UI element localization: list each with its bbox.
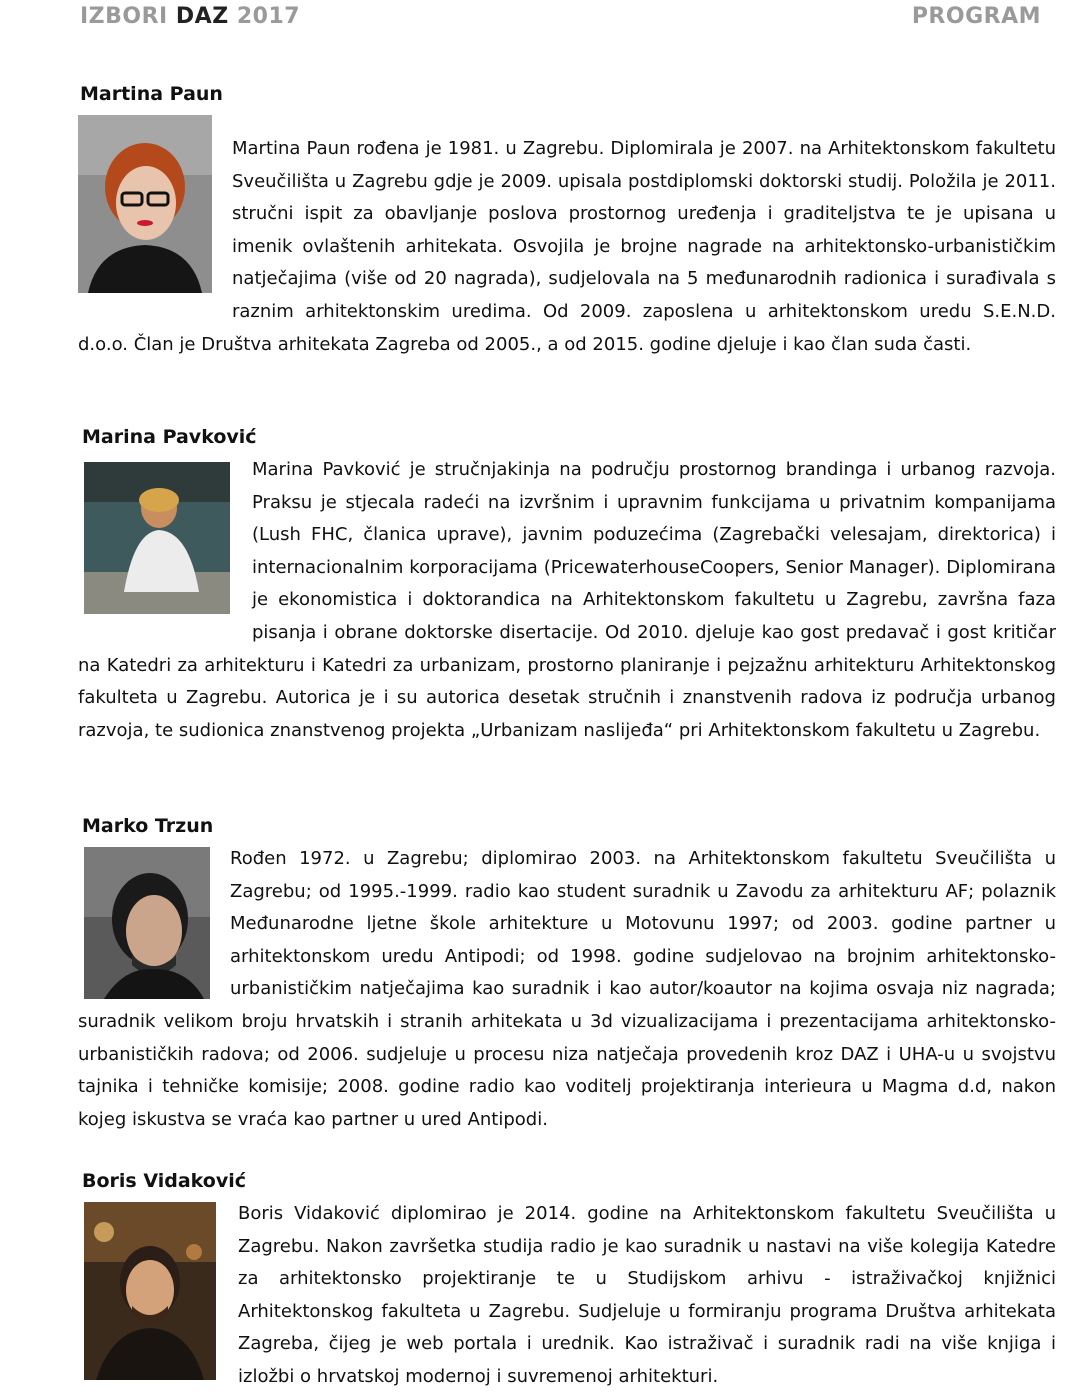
bio-name: Marko Trzun xyxy=(82,815,214,837)
bio-marina-pavkovic xyxy=(78,426,1056,747)
bio-marko-trzun xyxy=(78,815,1056,1136)
bio-text: Boris Vidaković diplomirao je 2014. godine na Arhitektonskom fakultetu Sveučilišta u Zagrebu. Nakon završetka studija radio je kao suradnik u nastavi na više kolegija Katedre za arhitektonsko projektiranje te u Studijskom arhivu - istraživačkoj knjižnici Arhitektonskog fakulteta u Zagrebu. Sudjeluje u formiranju programa Društva arhitekata Zagreba, čijeg je web portala i urednik. Kao istraživač i suradnik radi na više knjiga i izložbi o hrvatskoj modernoj i suvremenoj arhitekturi. xyxy=(238,1203,1056,1387)
bio-text: Marina Pavković je stručnjakinja na području prostornog brandinga i urbanog razvoja. Praksu je stjecala radeći na izvršnim i upravnim funkcijama u privatnim kompanijama (Lush FHC, članica uprave), javnim poduzećima (Zagrebački velesajam, direktorica) i internacionalnim korporacijama (PricewaterhouseCoopers, Senior Manager). Diplomirana je ekonomistica i doktorandica na Arhitektonskom fakultetu u Zagrebu, završna faza pisanja i obrane doktorske disertacije. Od 2010. djeluje kao gost predavač i gost kritičar na Katedri za arhitekturu i Katedri za urbanizam, prostorno planiranje i pejzažnu arhitekturu Arhitektonskog fakulteta u Zagrebu. Autorica je i su autorica desetak stručnih i znanstvenih radova iz područja urbanog razvoja, te sudionica znanstvenog projekta „Urbanizam naslijeđa“ pri Arhitektonskom fakultetu u Zagrebu. xyxy=(78,459,1056,741)
header-year: 2017 xyxy=(236,4,301,29)
bio-martina-paun xyxy=(78,83,1056,361)
bio-name: Boris Vidaković xyxy=(82,1170,246,1192)
portrait-photo xyxy=(78,115,212,293)
header-program: PROGRAM xyxy=(911,4,1041,29)
bio-name: Martina Paun xyxy=(80,83,223,105)
bio-boris-vidakovic xyxy=(78,1170,1056,1394)
header-izbori: IZBORI xyxy=(80,4,168,29)
header-daz: DAZ xyxy=(175,4,229,29)
bio-name: Marina Pavković xyxy=(82,426,257,448)
bio-text: Martina Paun rođena je 1981. u Zagrebu. Diplomirala je 2007. na Arhitektonskom fakultetu Sveučilišta u Zagrebu gdje je 2009. upisala postdiplomski doktorski studij. Položila je 2011. stručni ispit za obavljanje poslova prostornog uređenja i graditeljstva te je upisana u imenik ovlaštenih arhitekata. Osvojila je brojne nagrade na arhitektonsko-urbanističkim natječajima (više od 20 nagrada), sudjelovala na 5 međunarodnih radionica i surađivala s raznim arhitektonskim uredima. Od 2009. zaposlena u arhitektonskom uredu S.E.N.D. d.o.o. Član je Društva arhitekata Zagreba od 2005., a od 2015. godine djeluje i kao član suda časti. xyxy=(78,138,1056,355)
portrait-photo xyxy=(84,1202,216,1380)
bio-text: Rođen 1972. u Zagrebu; diplomirao 2003. na Arhitektonskom fakultetu Sveučilišta u Zagrebu; od 1995.-1999. radio kao student suradnik u Zavodu za arhitekturu AF; polaznik Međunarodne ljetne škole arhitekture u Motovunu 1997; od 2003. godine partner u arhitektonskom uredu Antipodi; od 1998. godine sudjelovao na brojnim arhitektonsko-urbanističkim natječajima kao suradnik i kao autor/koautor na kojima osvaja niz nagrada; suradnik velikom broju hrvatskih i stranih arhitekata u 3d vizualizacijama i prezentacijama arhitektonsko-urbanističkih radova; od 2006. sudjeluje u procesu niza natječaja provedenih kroz DAZ i UHA-u u svojstvu tajnika i tehničke komisije; 2008. godine radio kao voditelj projektiranja interieura u Magma d.d, nakon kojeg iskustva se vraća kao partner u ured Antipodi. xyxy=(78,848,1056,1130)
header-title xyxy=(80,4,300,29)
portrait-photo xyxy=(84,462,230,614)
portrait-photo xyxy=(84,847,210,999)
